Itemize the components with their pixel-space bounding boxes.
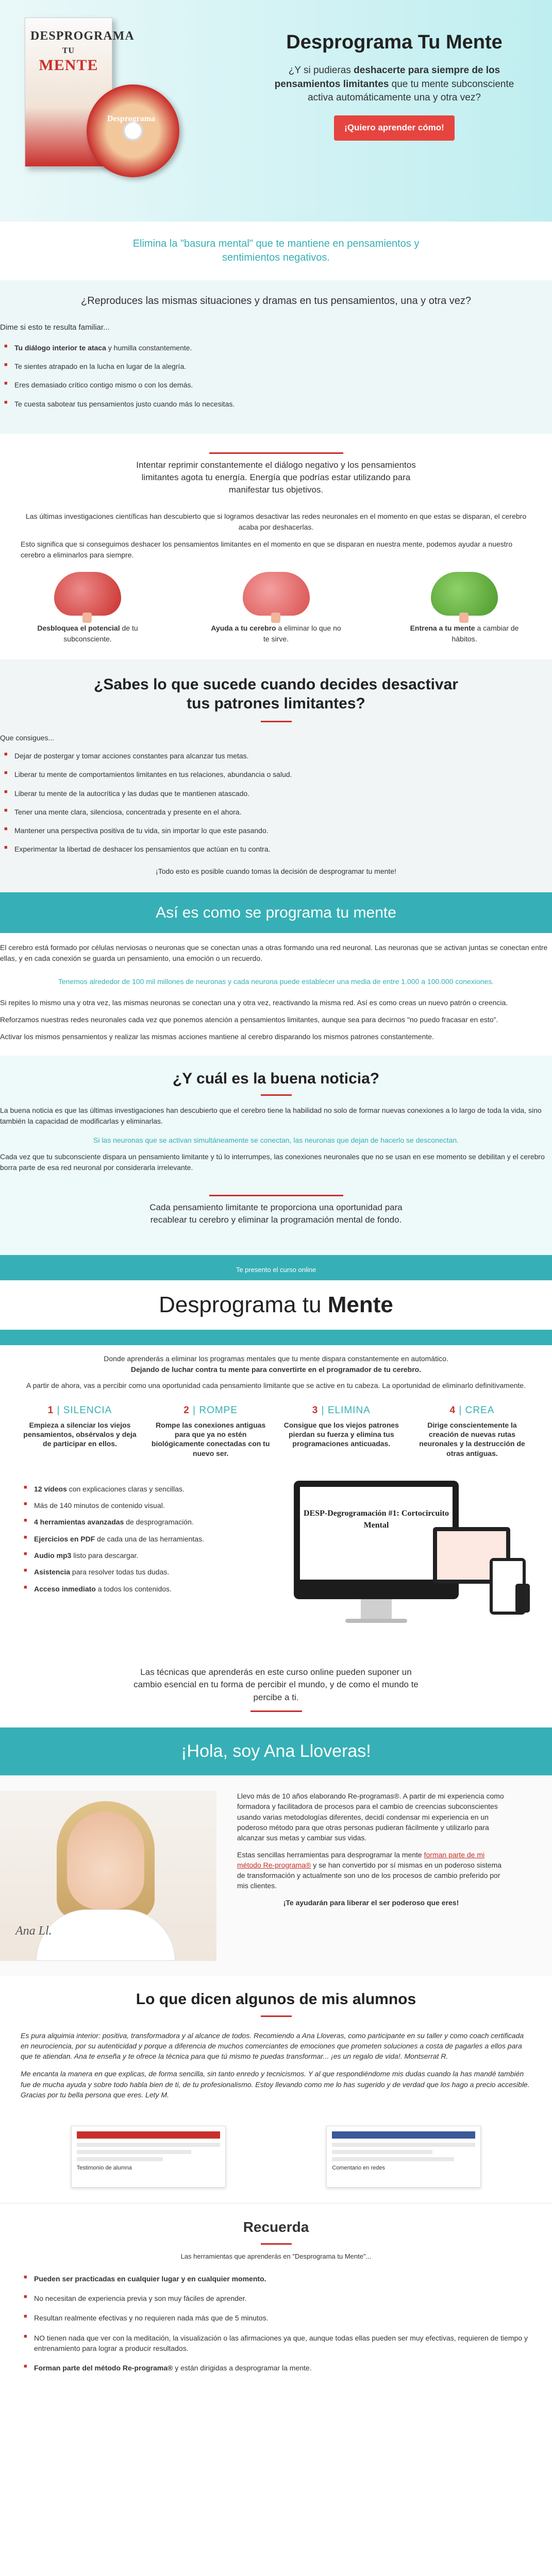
programa-heading: Así es como se programa tu mente (0, 892, 552, 934)
curso-note: Las técnicas que aprenderás en este curso online pueden suponer un cambio esencial en tu forma de percibir el mundo, y de como el mundo te percibe a ti. (132, 1666, 421, 1712)
step-3: 3 | ELIMINA Consigue que los viejos patrones pierdan su fuerza y elimina tus programaciones anticuadas. (283, 1404, 399, 1448)
step-4: 4 | CREA Dirige conscientemente la creación de nuevas rutas neuronales y la destrucción de otras antiguas. (419, 1404, 525, 1458)
author-heading: ¡Hola, soy Ana Lloveras! (0, 1727, 552, 1775)
research-text: Las últimas investigaciones científicas han descubierto que si logramos desactivar las redes neuronales en el momento en que estas se disparan, el cerebro acaba por deshacerlas. (25, 512, 527, 532)
teal-highlight: Tenemos alrededor de 100 mil millones de neuronas y cada neurona puede establecer una media de entre 1.000 a 100.000 conexiones. (58, 977, 494, 986)
intro-text: Que consigues... (0, 733, 55, 742)
list-item: ■ Forman parte del método Re-programa® y están dirigidas a desprogramar la mente. (21, 2358, 531, 2378)
subtitle: Elimina la "basura mental" que te mantiene en pensamientos y sentimientos negativos. (132, 238, 420, 263)
page-title: Desprograma Tu Mente (286, 31, 503, 53)
testimonial-screenshots (0, 2121, 552, 2203)
recuerda-sub: Las herramientas que aprenderás en "Desprograma tu Mente"... (180, 2252, 372, 2260)
imac-screen: DESP-Degrogramación #1: Cortocircuito Mental (294, 1481, 459, 1599)
phone-screen (515, 1584, 530, 1613)
screenshot-2: Comentario en redes (326, 2126, 481, 2188)
cd-disc: Desprograma (87, 84, 179, 177)
list-item: ■ Tu diálogo interior te ataca y humilla constantemente. (0, 338, 552, 357)
brain-col-3: Entrena a tu mente a cambiar de hábitos. (397, 572, 531, 644)
buena-noticia-section (0, 1056, 552, 1255)
section-title: ¿Y cuál es la buena noticia? (172, 1070, 380, 1087)
teal-highlight: Si las neuronas que se activan simultáneamente se conectan, las neuronas que dejan de hacerlo se desconectan. (93, 1136, 459, 1144)
brain-icon (243, 572, 310, 616)
sabes-section (0, 659, 552, 892)
testimonials-title: Lo que dicen algunos de mis alumnos (136, 1991, 416, 2008)
list-item: ■ Eres demasiado crítico contigo mismo o con los demás. (0, 376, 552, 394)
curso-pretitle: Te presento el curso online (236, 1265, 316, 1274)
paragraph: Cada vez que tu subconsciente dispara un pensamiento limitante y tú lo interrumpes, las conexiones neuronales que no se usan en ese momento se debilitan y el cerebro borra parte de esa red neuronal por considerarla irrelevante. (0, 1153, 545, 1172)
benefits-list (0, 747, 552, 859)
paragraph: Reforzamos nuestras redes neuronales cada vez que ponemos atención a pensamientos limitantes, aunque sea para decirnos "no puedo fracasar en esto". (0, 1015, 498, 1024)
list-item: ■ Liberar tu mente de comportamientos limitantes en tus relaciones, abundancia o salud. (0, 765, 552, 784)
list-item: ■ NO tienen nada que ver con la meditación, la visualización o las afirmaciones ya que, aunque todas ellas pueden ser muy efectivas, requieren de tiempo y entrenamiento para lograr a producir resultados. (21, 2328, 531, 2359)
quote-block: Cada pensamiento limitante te proporciona una oportunidad para recablear tu cerebro y eliminar la programación mental de fondo. (132, 1195, 421, 1226)
intro-text: Dime si esto te resulta familiar... (0, 323, 110, 332)
paragraph: La buena noticia es que las últimas investigaciones han descubierto que el cerebro tiene la habilidad no solo de formar nuevas conexiones a lo largo de toda la vida, sino también la capacidad de modificarlas y eliminarlas. (0, 1106, 542, 1125)
product-image (9, 7, 185, 208)
list-item: ■ 12 vídeos con explicaciones claras y sencillas. (21, 1481, 263, 1497)
recuerda-list (0, 2269, 552, 2388)
screenshot-1: Testimonio de alumna (71, 2126, 226, 2188)
list-item: ■ Ejercicios en PDF de cada una de las herramientas. (21, 1531, 263, 1547)
cta-button[interactable]: ¡Quiero aprender cómo! (334, 115, 455, 141)
brain-icon (431, 572, 498, 616)
list-item: ■ Te cuesta sabotear tus pensamientos justo cuando más lo necesitas. (0, 395, 552, 413)
list-item: ■ Acceso inmediato a todos los contenidos. (21, 1581, 263, 1597)
hero-section (0, 0, 552, 222)
list-item: ■ Te sientes atrapado en la lucha en lugar de la alegría. (0, 357, 552, 376)
recuerda-title: Recuerda (243, 2219, 309, 2235)
list-item: ■ Audio mp3 listo para descargar. (21, 1547, 263, 1564)
features-row (0, 1470, 552, 1656)
hero-description: ¿Y si pudieras deshacerte para siempre de los pensamientos limitantes que tu mente subconsciente activa automáticamente una y otra vez? (274, 65, 514, 104)
meaning-text: Esto significa que si conseguimos deshacer los pensamientos limitantes en el momento en que se disparan en nuestra mente, podemos ayudar a nuestro cerebro a eliminarlos para siempre. (21, 540, 513, 560)
paragraph: Donde aprenderás a eliminar los programas mentales que tu mente dispara constantemente en automático. (104, 1354, 448, 1363)
testimonial-2: Me encanta la manera en que explicas, de forma sencilla, sin tanto enredo y tecnicismos. Y al que respondiéndome mis dudas cuando la has mandé también fue de mucha ayuda y sobre todo habla bien de ti, de tu profesionalismo. Estoy llevando como me lo has sugerido y de verdad que los hago a precio accesible. Gracias por tu bella persona que eres. Lety M. (21, 2070, 530, 2099)
quote-block: Intentar reprimir constantemente el diálogo negativo y los pensamientos limitantes agota tu energía. Energía que podrías estar utilizando para manifestar tus objetivos. (132, 452, 421, 496)
familiar-list (0, 338, 552, 413)
step-1: 1 | SILENCIA Empieza a silenciar los viejos pensamientos, obsérvalos y deja de participar en ellos. (23, 1404, 137, 1448)
paragraph: Activar los mismos pensamientos y realizar las mismas acciones mantiene al cerebro disparando los mismos patrones constantemente. (0, 1032, 434, 1041)
list-item: ■ 4 herramientas avanzadas de desprogramación. (21, 1514, 263, 1530)
author-closing: ¡Te ayudarán para liberar el ser poderoso que eres! (283, 1898, 459, 1907)
testimonial-1: Es pura alquimia interior: positiva, transformadora y al alcance de todos. Recomiendo a Ana Lloveras, como participante en su taller y como coach certificada en neurociencia, por su autenticidad y porque a diferencia de muchos comerciantes de emociones que prometen soluciones a costa de pagarles a ellos para que te atiendan. Ana te enseña y te ofrece la técnica para que tú mismo te puedas transformar... ¡es un regalo de vida!. Montserrat R. (21, 2031, 524, 2061)
list-item: ■ Resultan realmente efectivas y no requieren nada más que de 5 minutos. (21, 2308, 531, 2328)
brain-icon (54, 572, 121, 616)
book-cover: DESPROGRAMA TU MENTE (25, 18, 112, 167)
step-2: 2 | ROMPE Rompe las conexiones antiguas para que ya no estén biológicamente conectadas con tu nuevo ser. (151, 1404, 270, 1458)
paragraph: El cerebro está formado por células nerviosas o neuronas que se conectan unas a otras formando una red neuronal. Las neuronas que se activan juntas se conectan entre ellas, y en cada conexión se guarda un pensamiento, una emoción o un recuerdo. (0, 943, 548, 963)
features-list (21, 1481, 263, 1646)
list-item: ■ Pueden ser practicadas en cualquier lugar y en cualquier momento. (21, 2269, 531, 2289)
list-item: ■ Asistencia para resolver todas tus dudas. (21, 1564, 263, 1580)
paragraph: Si repites lo mismo una y otra vez, las mismas neuronas se conectan una y otra vez, reactivando la misma red. Así es como creas un nuevo patrón o creencia. (0, 998, 508, 1007)
list-item: ■ Liberar tu mente de la autocrítica y las dudas que te mantienen atascado. (0, 784, 552, 803)
testimonials (0, 2017, 552, 2121)
list-item: ■ Dejar de postergar y tomar acciones constantes para alcanzar tus metas. (0, 747, 552, 765)
paragraph: A partir de ahora, vas a percibir como una oportunidad cada pensamiento limitante que se active en tu cabeza. La oportunidad de eliminarlo definitivamente. (26, 1381, 526, 1389)
section-title: ¿Sabes lo que sucede cuando decides desactivar tus patrones limitantes? (94, 675, 458, 713)
list-item: ■ Experimentar la libertad de deshacer los pensamientos que actúan en tu contra. (0, 840, 552, 858)
curso-title: Desprograma tu Mente (0, 1280, 552, 1330)
author-photo (0, 1791, 216, 1961)
brain-col-2: Ayuda a tu cerebro a eliminar lo que no te sirve. (209, 572, 343, 644)
list-item: ■ Mantener una perspectiva positiva de tu vida, sin importar lo que este pasando. (0, 821, 552, 840)
list-item: ■ No necesitan de experiencia previa y son muy fáciles de aprender. (21, 2289, 531, 2308)
author-section (0, 1775, 552, 1976)
list-item: ■ Tener una mente clara, silenciosa, concentrada y presente en el ahora. (0, 803, 552, 821)
section-question: ¿Reproduces las mismas situaciones y dramas en tus pensamientos, una y otra vez? (80, 295, 472, 307)
author-signature: Ana Ll. (15, 1924, 52, 1938)
curso-header (0, 1255, 552, 1345)
author-method: Estas sencillas herramientas para desprogramar la mente forman parte de mi método Re-programa® y se han convertido por sí mismas en un poderoso sistema de transformación y actualmente son uno de los procesos de cambio preferido por mis clientes. (237, 1850, 502, 1890)
devices-mockup (263, 1481, 531, 1646)
steps-row (0, 1391, 552, 1470)
footer-note: ¡Todo esto es posible cuando tomas la decisión de desprogramar tu mente! (156, 867, 396, 875)
brain-col-1: Desbloquea el potencial de tu subconsciente. (21, 572, 155, 644)
list-item: ■ Más de 140 minutos de contenido visual. (21, 1497, 263, 1514)
familiar-section (0, 280, 552, 434)
method-link[interactable]: forman parte de mi método Re-programa® (237, 1850, 485, 1869)
author-bio: Llevo más de 10 años elaborando Re-programas®. A partir de mi experiencia como formadora y facilitadora de procesos para el cambio de creencias subconscientes usando varias metodologías diferentes, decidí condensar mi experiencia en un poderoso método para que otras personas pudieran fácilmente y utilizarlo para alcanzar sus metas y cambiar sus vidas. (237, 1792, 504, 1842)
paragraph: Dejando de luchar contra tu mente para convertirte en el programador de tu cerebro. (130, 1365, 422, 1374)
